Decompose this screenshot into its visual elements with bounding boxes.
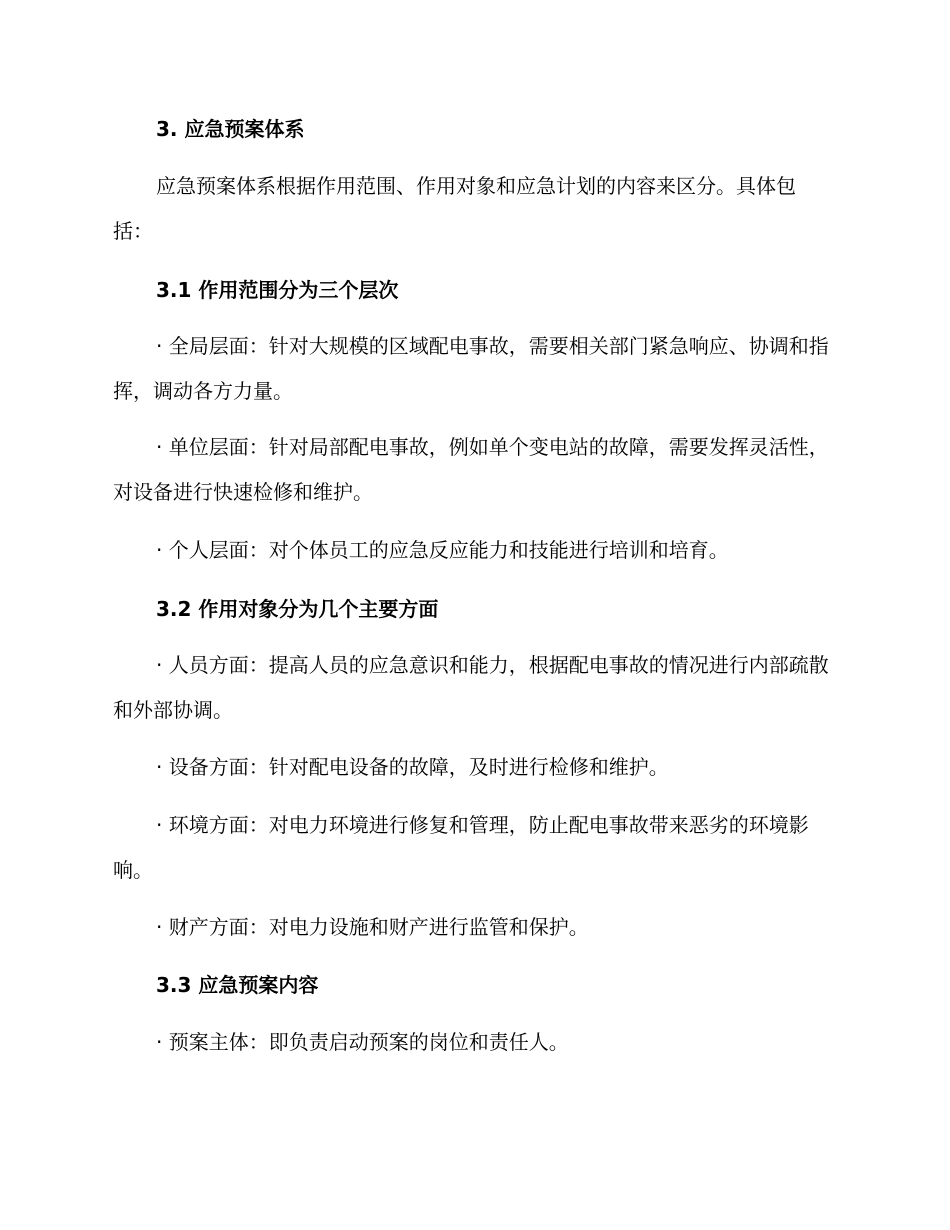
section-3-2-heading: 3.2 作用对象分为几个主要方面 xyxy=(156,597,439,621)
object-environment-item: · 环境方面：对电力环境进行修复和管理，防止配电事故带来恶劣的环境影响。 xyxy=(113,813,809,882)
content-subject-item: · 预案主体：即负责启动预案的岗位和责任人。 xyxy=(156,1030,569,1054)
section-3-intro-paragraph: 应急预案体系根据作用范围、作用对象和应急计划的内容来区分。具体包括： xyxy=(113,174,796,243)
scope-individual-item: · 个人层面：对个体员工的应急反应能力和技能进行培训和培育。 xyxy=(156,538,729,562)
object-property-item: · 财产方面：对电力设施和财产进行监管和保护。 xyxy=(156,915,589,939)
section-3-1-heading: 3.1 作用范围分为三个层次 xyxy=(156,278,399,302)
scope-global-item: · 全局层面：针对大规模的区域配电事故，需要相关部门紧急响应、协调和指挥，调动各方力量。 xyxy=(113,334,829,403)
scope-unit-item: · 单位层面：针对局部配电事故，例如单个变电站的故障，需要发挥灵活性，对设备进行快速检修和维护。 xyxy=(113,435,829,504)
section-3-3-heading: 3.3 应急预案内容 xyxy=(156,973,319,997)
object-personnel-item: · 人员方面：提高人员的应急意识和能力，根据配电事故的情况进行内部疏散和外部协调。 xyxy=(113,653,829,722)
object-equipment-item: · 设备方面：针对配电设备的故障，及时进行检修和维护。 xyxy=(156,755,669,779)
section-3-heading: 3. 应急预案体系 xyxy=(156,117,305,141)
